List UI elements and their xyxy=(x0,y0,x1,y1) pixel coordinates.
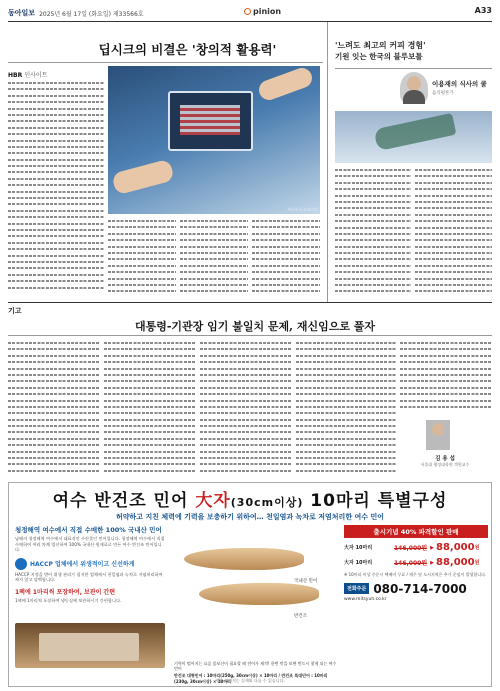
author-name: 김 용 섭 서울대 행정대학원 객원교수 xyxy=(420,456,470,467)
issue-date: 2025년 6월 17일 (화요일) xyxy=(39,10,111,18)
ad-pack-heading: 1팩에 1마리씩 포장하여, 보관이 간편 xyxy=(15,588,116,596)
contribution-title: 대통령-기관장 임기 불일치 문제, 재신임으로 풀자 xyxy=(134,320,376,333)
right-article-subtitle: 기원 잇는 한국의 블루보틀 xyxy=(335,52,423,61)
right-article-body-col2 xyxy=(415,167,492,297)
fish-label: 반건조 xyxy=(294,614,308,619)
laptop-shape xyxy=(168,91,253,151)
ad-tagline: 허약하고 지친 체력에 기력을 보충하기 위하여… 천일염과 녹차로 저염처리한 여수 민어 xyxy=(115,513,385,521)
section-label: pinion xyxy=(244,7,281,16)
contribution-body-col2 xyxy=(104,340,196,478)
ad-price-panel xyxy=(344,525,488,602)
main-article-image xyxy=(108,66,320,214)
contribution-title-divider xyxy=(8,335,492,336)
issue-number: 제33566호 xyxy=(112,10,144,18)
price-row-1: 大자 10마리 146,000원 ▶ 88,000 원 xyxy=(344,542,480,553)
page-number: A33 xyxy=(474,6,492,15)
title-divider xyxy=(8,62,323,63)
ad-headline-band xyxy=(9,483,491,521)
page-header xyxy=(8,6,492,20)
main-article-body-col1 xyxy=(8,80,104,295)
contribution-body-col3 xyxy=(200,340,292,478)
writer-name: 이용재의 식사의 쿨 음식평론가 xyxy=(432,80,487,96)
opinion-o-icon xyxy=(244,8,251,15)
discount-badge: 출시기념 40% 파격할인 판매 xyxy=(344,525,488,538)
haccp-logo-icon xyxy=(15,558,27,570)
ad-headline: 여수 반건조 민어 大자(30cm이상) 10마리 특별구성 xyxy=(52,491,448,511)
ad-product-caption: 기력이 떨어지는 요즘 몸보신이 필요할 때 민어가 제격! 한번 맛을 보면 반드시 찾게 되는 여수 민어 반건조 대형민어 : 10마리(250g, 30cm이상) × 10마리 / 반건조 특대민어 : 10마리(230g, 30cm이상) × 10마리 xyxy=(174,661,337,684)
bottle-image xyxy=(335,111,492,163)
newspaper-brand: 동아일보 xyxy=(8,8,36,17)
order-phone: 전화주문 080-714-7000 xyxy=(344,582,488,596)
contribution-body-col5 xyxy=(400,340,492,416)
author-photo xyxy=(426,420,450,450)
ad-footer: 제품 이미지는 실제와 다를 수 있습니다. xyxy=(215,678,285,683)
image-caption: 게티이미지코리아 xyxy=(287,207,318,212)
advertisement xyxy=(8,482,492,687)
fish-shape xyxy=(184,548,304,570)
main-article-byline: HBR 인사이트 xyxy=(8,72,48,79)
hand-shape xyxy=(256,66,315,103)
haccp-text: HACCP 지정을 받아 위생 관리가 철저한 업체에서 천일염과 녹차로 저염처리하여 짜지 않고 담백합니다. xyxy=(15,571,163,582)
fish-label: 국내산 민어 xyxy=(294,579,318,584)
arrow-right-icon: ▶ xyxy=(430,559,434,566)
main-article-title: 딥시크의 비결은 '창의적 활용력' xyxy=(98,42,277,57)
right-article-body-col1 xyxy=(335,167,411,297)
header-divider xyxy=(8,21,492,22)
hand-shape xyxy=(111,159,175,196)
writer-portrait xyxy=(400,72,428,104)
right-article-title: '느려도 최고의 커피 경험' 기원 잇는 한국의 블루보틀 xyxy=(335,40,495,62)
order-url: www.mitsyuh.co.kr xyxy=(344,596,387,602)
contribution-body-col1 xyxy=(8,340,100,478)
ad-origin-text: 남해의 청정해역 여수에서 대표적인 수산물인 민어입니다. 청정해역 여수에서 직접 수매하여 여러 차례 엄선하여 100% 국내산 원재료로 만든 여수 반건조 민어입니다. xyxy=(15,536,165,552)
ad-notes: ※ 10마리 이상 주문시 택배비 무료 / 제주 및 도서지역은 추가 운임이 발생합니다. xyxy=(344,572,487,577)
ad-origin-heading: 청정해역 여수에서 직접 수매한 100% 국내산 민어 xyxy=(15,526,162,534)
haccp-block xyxy=(15,558,165,570)
haccp-heading: HACCP 업체에서 위생적이고 신선하게 xyxy=(30,561,135,568)
ad-product-image xyxy=(174,528,334,643)
arrow-right-icon: ▶ xyxy=(430,544,434,551)
column-divider xyxy=(327,22,328,302)
contribution-body-col4 xyxy=(296,340,396,478)
section-divider xyxy=(8,302,492,303)
ad-pack-text: 1팩에 1마리씩 포장하여 냉동실에 보관하시기 간편합니다. xyxy=(15,597,122,603)
fish-shape xyxy=(199,583,319,605)
main-article-body-col4 xyxy=(252,218,320,296)
right-title-divider xyxy=(335,68,492,69)
main-article-body-col2 xyxy=(108,218,176,296)
ad-left-panel xyxy=(15,525,165,603)
contribution-label: 기고 xyxy=(8,307,22,315)
product-pack-image xyxy=(39,633,139,661)
price-row-2: 大자 10마리 146,000원 ▶ 88,000 원 xyxy=(344,557,480,568)
main-article-body-col3 xyxy=(180,218,248,296)
